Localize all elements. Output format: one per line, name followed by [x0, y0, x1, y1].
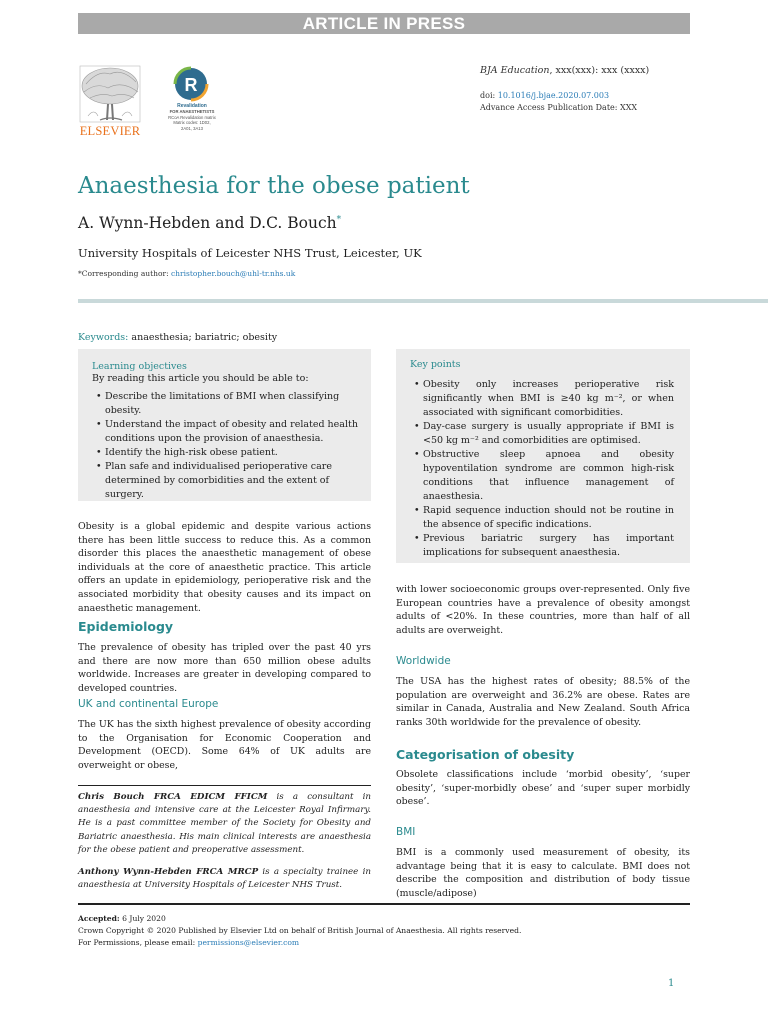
key-point-item: • Day-case surgery is usually appropriate if BMI is <50 kg m⁻² and comorbidities are optimised. — [410, 420, 674, 448]
key-point-item: • Obstructive sleep apnoea and obesity hypoventilation syndrome are common high-risk conditions that influence management of anaesthesia. — [410, 448, 674, 504]
author-bio-bouch: Chris Bouch FRCA EDICM FFICM is a consultant in anaesthesia and intensive care at the Leicester Royal Infirmary. He is a past committee member of the Society for Obesity and Bariatric anaesthesia. His main clinical interests are anaesthesia for the obese patient and preoperative assessment. — [78, 792, 371, 855]
worldwide-paragraph: The USA has the highest rates of obesity; 88.5% of the population are overweight and 36.2% are obese. Rates are similar in Canada, Australia and New Zealand. South Africa ranks 30th worldwide for the prevalence of obesity. — [396, 676, 690, 728]
learning-objective-item: • Understand the impact of obesity and related health conditions upon the provision of anaesthesia. — [92, 418, 359, 446]
permissions-line: For Permissions, please email: permissions@elsevier.com — [78, 938, 300, 947]
doi-line: doi: 10.1016/j.bjae.2020.07.003 — [480, 91, 610, 100]
key-points-title: Key points — [410, 359, 461, 370]
accepted-date: Accepted: 6 July 2020 — [78, 914, 166, 923]
learning-objectives-intro: By reading this article you should be able to: — [92, 373, 309, 384]
learning-objectives-box — [78, 349, 371, 501]
header-divider — [78, 299, 768, 303]
heading-worldwide: Worldwide — [396, 655, 451, 667]
heading-uk-europe: UK and continental Europe — [78, 698, 219, 710]
categorisation-paragraph: Obsolete classifications include ‘morbid obesity’, ‘super obesity’, ‘super-morbidly obese’ and ‘super super morbidly obese’. — [396, 769, 690, 808]
copyright-line: Crown Copyright © 2020 Published by Elsevier Ltd on behalf of British Journal of Anaesthesia. All rights reserved. — [78, 926, 522, 935]
key-point-item: • Rapid sequence induction should not be routine in the absence of specific indications. — [410, 504, 674, 532]
bio-divider — [78, 785, 371, 786]
learning-objective-item: • Identify the high-risk obese patient. — [92, 446, 359, 460]
learning-objectives-title: Learning objectives — [92, 361, 187, 372]
elsevier-wordmark: ELSEVIER — [79, 124, 141, 138]
uk-paragraph-continued: with lower socioeconomic groups over-represented. Only five European countries have a prevalence of obesity amongst adults of <20%. In these countries, more than half of all adults are overweight. — [396, 584, 690, 636]
key-point-item: • Obesity only increases perioperative risk significantly when BMI is ≥40 kg m⁻², or when associated with significant comorbidities. — [410, 378, 674, 420]
bmi-paragraph: BMI is a commonly used measurement of obesity, its advantage being that it is easy to calculate. BMI does not describe the composition and distribution of body tissue (muscle/adipose) — [396, 847, 690, 899]
article-authors: A. Wynn-Hebden and D.C. Bouch* — [78, 214, 342, 232]
revalidation-logo-text: Revalidation FOR ANAESTHETISTS RCoA Revalidation matrix Matrix codes: 1D02, 2A01, 3A13 — [168, 103, 216, 131]
author-bio-wynn-hebden: Anthony Wynn-Hebden FRCA MRCP is a specialty trainee in anaesthesia at University Hospitals of Leicester NHS Trust. — [78, 867, 371, 891]
key-points-box — [396, 349, 690, 563]
uk-paragraph: The UK has the sixth highest prevalence of obesity according to the Organisation for Economic Cooperation and Development (OECD). Some 64% of UK adults are overweight or obese, — [78, 719, 371, 771]
page-number: 1 — [668, 978, 675, 989]
key-point-item: • Previous bariatric surgery has important implications for subsequent anaesthesia. — [410, 532, 674, 560]
permissions-email-link[interactable]: permissions@elsevier.com — [197, 938, 300, 947]
epidemiology-paragraph: The prevalence of obesity has tripled over the past 40 yrs and there are now more than 650 million obese adults worldwide. Increases are greater in developing compared to developed countries. — [78, 642, 371, 694]
learning-objective-item: • Describe the limitations of BMI when classifying obesity. — [92, 390, 359, 418]
doi-link[interactable]: 10.1016/j.bjae.2020.07.003 — [497, 91, 610, 100]
keywords-line: Keywords: anaesthesia; bariatric; obesity — [78, 332, 278, 343]
corresponding-email-link[interactable]: christopher.bouch@uhl-tr.nhs.uk — [170, 269, 296, 278]
author-affiliation: University Hospitals of Leicester NHS Trust, Leicester, UK — [78, 246, 422, 260]
abstract-paragraph: Obesity is a global epidemic and despite various actions there has been little success to reduce this. As a common disorder this places the anaesthetic management of obese individuals at the core of anaesthetic practice. This article offers an update in epidemiology, perioperative risk and the associated morbidity that obesity causes and its impact on anaesthetic management. — [78, 521, 371, 614]
learning-objective-item: • Plan safe and individualised perioperative care determined by comorbidities and the extent of surgery. — [92, 460, 359, 502]
revalidation-letter: R — [184, 75, 198, 95]
advance-access-date: Advance Access Publication Date: XXX — [480, 103, 638, 112]
corresponding-author: *Corresponding author: christopher.bouch@uhl-tr.nhs.uk — [78, 269, 296, 278]
heading-categorisation: Categorisation of obesity — [396, 747, 575, 762]
heading-bmi: BMI — [396, 826, 416, 838]
article-title: Anaesthesia for the obese patient — [78, 173, 470, 199]
article-in-press-banner: ARTICLE IN PRESS — [78, 13, 690, 34]
footer-divider — [78, 903, 690, 905]
journal-citation: BJA Education, xxx(xxx): xxx (xxxx) — [480, 65, 650, 76]
heading-epidemiology: Epidemiology — [78, 619, 174, 634]
